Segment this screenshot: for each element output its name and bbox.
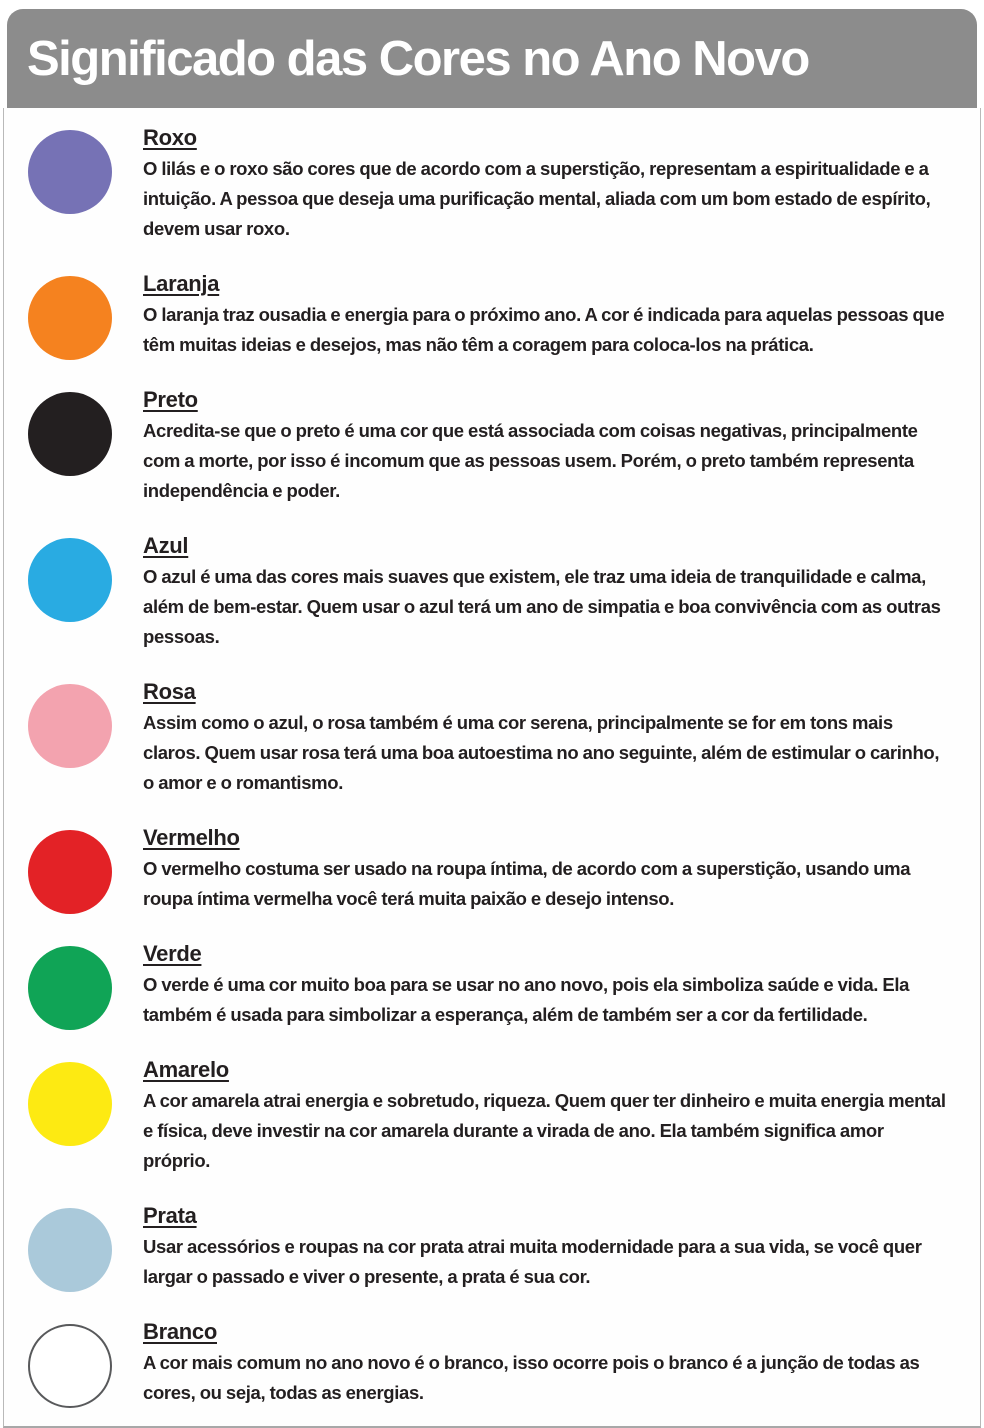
- section-azul: [28, 533, 954, 652]
- section-text-amarelo: [143, 1057, 954, 1176]
- section-branco: [28, 1319, 954, 1408]
- section-laranja: [28, 271, 954, 360]
- section-text-prata: [143, 1203, 954, 1292]
- page-title: Significado das Cores no Ano Novo: [27, 31, 809, 86]
- header-banner: [7, 9, 977, 108]
- color-swatch-vermelho: [28, 830, 112, 914]
- color-swatch-branco: [28, 1324, 112, 1408]
- section-title-azul: Azul: [143, 532, 189, 558]
- section-title-amarelo: Amarelo: [143, 1056, 229, 1082]
- color-swatch-verde: [28, 946, 112, 1030]
- section-description-prata: Usar acessórios e roupas na cor prata atrai muita modernidade para a sua vida, se você quer largar o passado e viver o presente, a prata é sua cor.: [143, 1235, 922, 1287]
- section-title-rosa: Rosa: [143, 678, 196, 704]
- section-rosa: [28, 679, 954, 798]
- section-description-amarelo: A cor amarela atrai energia e sobretudo, riqueza. Quem quer ter dinheiro e muita energia mental e física, deve investir na cor amarela durante a virada de ano. Ela também significa amor próprio.: [143, 1089, 946, 1171]
- color-swatch-laranja: [28, 276, 112, 360]
- section-title-roxo: Roxo: [143, 125, 197, 150]
- section-description-verde: O verde é uma cor muito boa para se usar no ano novo, pois ela simboliza saúde e vida. Ela também é usada para simbolizar a esperança, além de também ser a cor da fertilidade.: [143, 973, 910, 1025]
- section-text-vermelho: [143, 825, 954, 914]
- section-title-laranja: Laranja: [143, 270, 220, 296]
- section-text-azul: [143, 533, 954, 652]
- section-text-roxo: [143, 125, 954, 244]
- color-swatch-roxo: [28, 130, 112, 214]
- section-prata: [28, 1203, 954, 1292]
- color-swatch-rosa: [28, 684, 112, 768]
- section-title-verde: Verde: [143, 940, 202, 966]
- section-description-azul: O azul é uma das cores mais suaves que existem, ele traz uma ideia de tranquilidade e calma, além de bem-estar. Quem usar o azul terá um ano de simpatia e boa convivência com as outras pessoas.: [143, 565, 941, 647]
- color-swatch-preto: [28, 392, 112, 476]
- section-description-rosa: Assim como o azul, o rosa também é uma cor serena, principalmente se for em tons mais claros. Quem usar rosa terá uma boa autoestima no ano seguinte, além de estimular o carinho, o amor e o romantismo.: [143, 711, 940, 793]
- section-title-branco: Branco: [143, 1318, 217, 1344]
- section-description-vermelho: O vermelho costuma ser usado na roupa íntima, de acordo com a superstição, usando uma roupa íntima vermelha você terá muita paixão e desejo intenso.: [143, 857, 911, 909]
- section-description-laranja: O laranja traz ousadia e energia para o próximo ano. A cor é indicada para aquelas pessoas que têm muitas ideias e desejos, mas não têm a coragem para coloca-los na prática.: [143, 303, 945, 355]
- section-vermelho: [28, 825, 954, 914]
- color-swatch-azul: [28, 538, 112, 622]
- section-text-preto: [143, 387, 954, 506]
- section-description-roxo: O lilás e o roxo são cores que de acordo com a superstição, representam a espiritualidade e a intuição. A pessoa que deseja uma purificação mental, aliada com um bom estado de espírito, devem usar roxo.: [143, 158, 931, 239]
- section-text-rosa: [143, 679, 954, 798]
- section-amarelo: [28, 1057, 954, 1176]
- section-description-preto: Acredita-se que o preto é uma cor que está associada com coisas negativas, principalmente com a morte, por isso é incomum que as pessoas usem. Porém, o preto também representa independência e poder.: [143, 419, 918, 501]
- color-swatch-prata: [28, 1208, 112, 1292]
- section-preto: [28, 387, 954, 506]
- section-title-prata: Prata: [143, 1202, 197, 1228]
- section-title-vermelho: Vermelho: [143, 824, 240, 850]
- section-description-branco: A cor mais comum no ano novo é o branco, isso ocorre pois o branco é a junção de todas as cores, ou seja, todas as energias.: [143, 1351, 920, 1403]
- section-text-verde: [143, 941, 954, 1030]
- section-roxo: [28, 125, 954, 244]
- section-text-laranja: [143, 271, 954, 360]
- color-meanings-list: [3, 108, 981, 1428]
- color-swatch-amarelo: [28, 1062, 112, 1146]
- section-verde: [28, 941, 954, 1030]
- section-title-preto: Preto: [143, 386, 198, 412]
- section-text-branco: [143, 1319, 954, 1408]
